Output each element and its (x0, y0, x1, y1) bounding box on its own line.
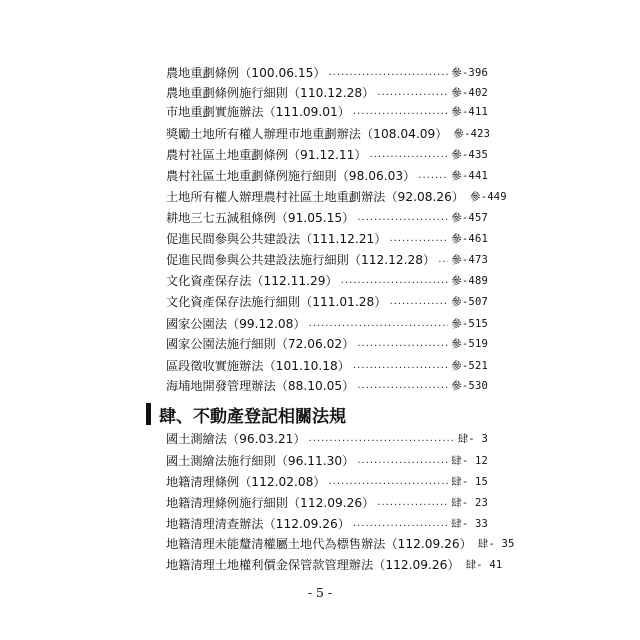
toc-entry (166, 355, 488, 376)
toc-entry (166, 333, 488, 354)
dot-leader (418, 170, 448, 181)
dot-leader (377, 87, 448, 98)
entry-page: 參-396 (451, 67, 488, 79)
heading-bar (146, 403, 151, 425)
dot-leader (357, 455, 448, 466)
dot-leader (353, 360, 448, 371)
dot-leader (370, 149, 449, 160)
dot-leader (377, 497, 448, 508)
entry-title: 地籍清理條例（112.02.08） (166, 475, 326, 489)
entry-title: 地籍清理條例施行細則（112.09.26） (166, 496, 375, 510)
toc-entry (166, 471, 488, 492)
toc-entry (166, 101, 488, 122)
entry-title: 促進民間參與公共建設法（111.12.21） (166, 232, 387, 246)
toc-entry (166, 450, 488, 471)
entry-page: 參-461 (451, 233, 488, 245)
entry-page: 參-423 (453, 127, 491, 140)
entry-page: 參-441 (451, 169, 488, 182)
entry-page: 參-457 (451, 212, 488, 224)
dot-leader (389, 296, 448, 307)
entry-title: 區段徵收實施辦法（101.10.18） (166, 358, 350, 373)
toc-entry (166, 492, 488, 513)
toc-entry (166, 165, 488, 186)
entry-title: 文化資產保存法（112.11.29） (166, 274, 338, 288)
toc-entry (166, 144, 488, 165)
entry-title: 地籍清理土地權利價金保管款管理辦法（112.09.26） (166, 558, 460, 572)
toc-entry (166, 428, 488, 449)
dot-leader (438, 254, 448, 265)
entry-page: 參-402 (451, 86, 488, 99)
toc-entry (166, 62, 488, 83)
dot-leader (329, 67, 449, 78)
dot-leader (329, 476, 449, 487)
entry-page: 參-411 (451, 106, 488, 118)
dot-leader (357, 338, 448, 349)
entry-title: 地籍清理未能釐清權屬土地代為標售辦法（112.09.26） (166, 537, 472, 551)
dot-leader (309, 318, 449, 329)
dot-leader (353, 106, 448, 117)
entry-page: 肆- 15 (451, 476, 488, 488)
entry-page: 參-449 (470, 191, 507, 203)
entry-title: 土地所有權人辦理農村社區土地重劃辦法（92.08.26） (166, 190, 465, 204)
entry-title: 獎勵土地所有權人辦理市地重劃辦法（108.04.09） (166, 126, 448, 141)
entry-page: 肆- 41 (465, 559, 503, 571)
entry-page: 參-521 (451, 359, 488, 372)
toc-entry (166, 270, 488, 291)
entry-page: 參-515 (451, 318, 488, 330)
entry-page: 參-435 (451, 149, 488, 161)
toc-entry (166, 249, 488, 270)
entry-title: 國土測繪法施行細則（96.11.30） (166, 454, 355, 468)
toc-entry (166, 313, 488, 334)
dot-leader (353, 518, 448, 529)
toc-entry (166, 186, 507, 207)
entry-title: 農地重劃條例（100.06.15） (166, 66, 326, 80)
toc-entry (166, 228, 488, 249)
toc-entry (166, 291, 488, 312)
entry-title: 農村社區土地重劃條例（91.12.11） (166, 148, 367, 162)
entry-page: 肆- 33 (451, 517, 488, 530)
dot-leader (309, 433, 455, 444)
toc-entry (166, 554, 503, 575)
page-number: - 5 - (307, 585, 333, 600)
section-heading (146, 401, 346, 427)
entry-title: 市地重劃實施辦法（111.09.01） (166, 105, 350, 119)
entry-page: 肆- 35 (477, 538, 515, 550)
toc-entry (166, 375, 488, 396)
toc-entry (166, 82, 488, 103)
entry-page: 肆- 12 (451, 455, 488, 467)
entry-page: 參-473 (451, 254, 488, 266)
entry-title: 國家公園法（99.12.08） (166, 317, 306, 331)
entry-title: 國土測繪法（96.03.21） (166, 432, 306, 446)
entry-title: 促進民間參與公共建設法施行細則（112.12.28） (166, 253, 436, 267)
section-heading-text: 肆、不動產登記相關法規 (159, 406, 346, 427)
entry-title: 農村社區土地重劃條例施行細則（98.06.03） (166, 168, 416, 183)
entry-page: 參-489 (451, 275, 488, 287)
entry-title: 國家公園法施行細則（72.06.02） (166, 337, 355, 351)
entry-page: 肆- 3 (457, 433, 488, 445)
entry-page: 參-519 (451, 338, 488, 350)
entry-page: 參-507 (451, 296, 488, 308)
dot-leader (389, 233, 448, 244)
entry-title: 海埔地開發管理辦法（88.10.05） (166, 379, 355, 393)
entry-title: 耕地三七五減租條例（91.05.15） (166, 211, 355, 225)
entry-title: 地籍清理清查辦法（112.09.26） (166, 516, 350, 531)
toc-entry (166, 123, 491, 144)
dot-leader (341, 275, 448, 286)
dot-leader (357, 212, 448, 223)
entry-page: 肆- 23 (451, 497, 488, 509)
toc-entry (166, 533, 515, 554)
toc-entry (166, 207, 488, 228)
entry-page: 參-530 (451, 380, 488, 392)
entry-title: 農地重劃條例施行細則（110.12.28） (166, 85, 375, 100)
entry-title: 文化資產保存法施行細則（111.01.28） (166, 295, 387, 309)
toc-entry (166, 513, 488, 534)
dot-leader (357, 380, 448, 391)
